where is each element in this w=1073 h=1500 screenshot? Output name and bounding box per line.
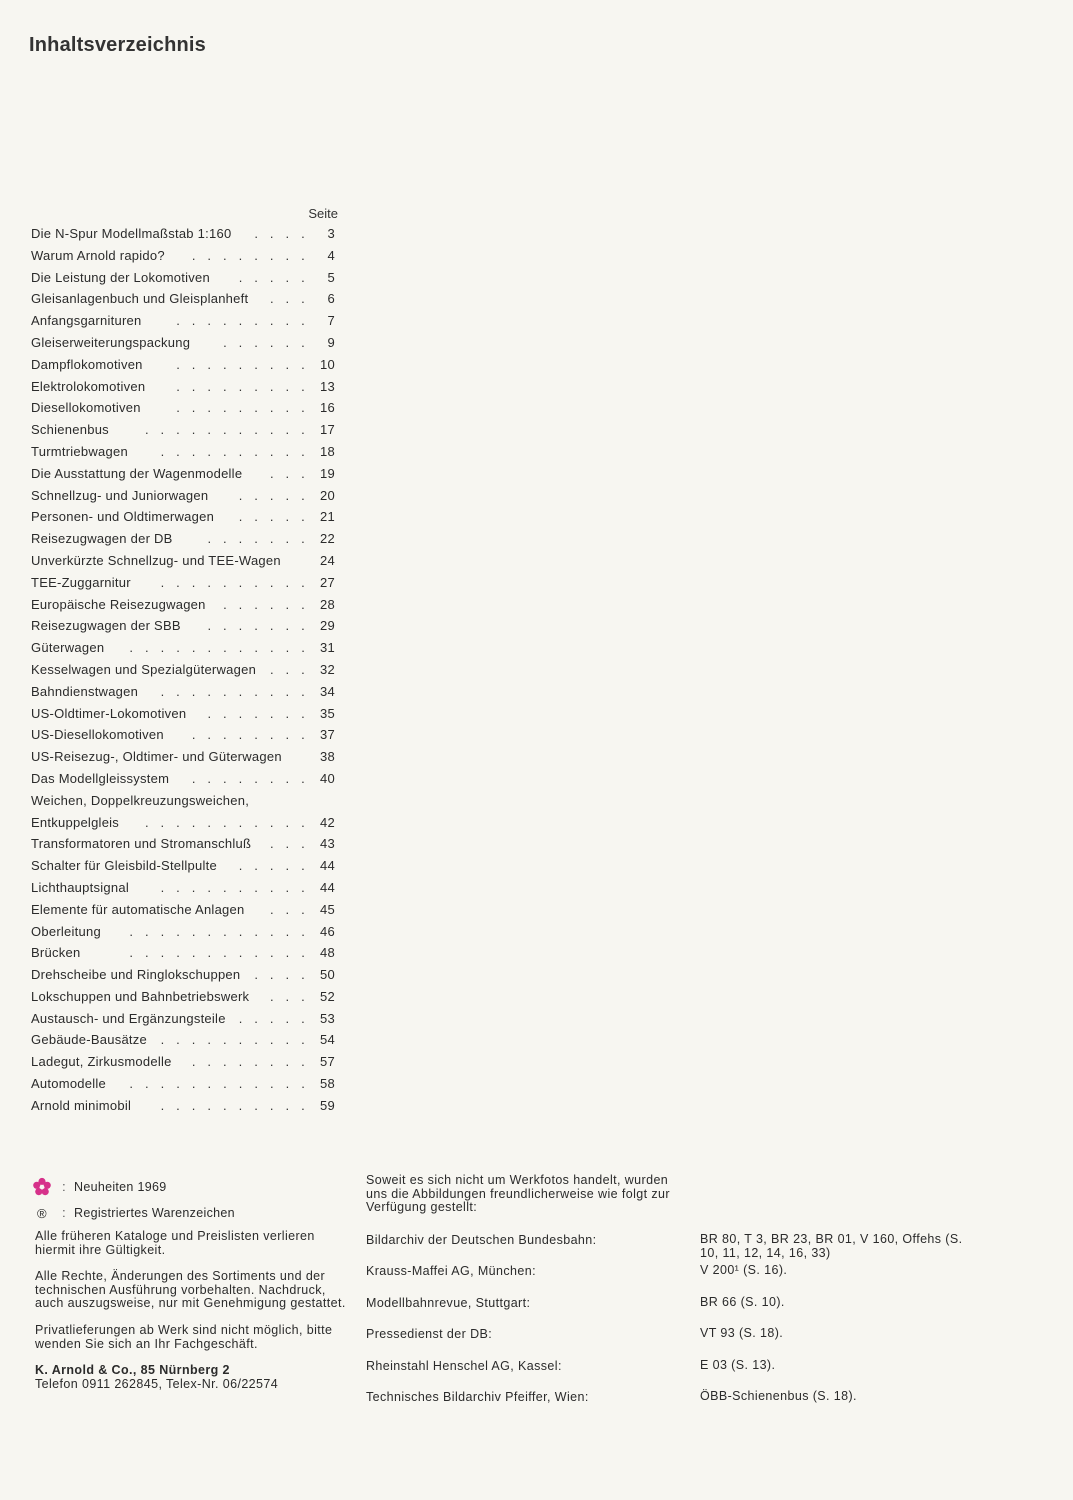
toc-entry [31,706,341,728]
toc-entry-page: 28 [320,596,335,612]
toc-entry [31,1011,341,1033]
toc-entry-title: Unverkürzte Schnellzug- und TEE-Wagen [31,552,281,568]
credit-ref: VT 93 (S. 18). [700,1326,784,1341]
toc-entry-leader: . . . . . . . [207,618,309,634]
toc-entry-leader: . . . . . . . . . . . . [129,640,309,656]
toc-entry-leader: . . . . . [238,858,309,874]
toc-entry-leader: . . . . . . . . . . [160,879,309,895]
credit-source: Rheinstahl Henschel AG, Kassel: [366,1358,562,1373]
toc-entry-page: 42 [320,814,335,830]
toc-entry-page: 43 [320,836,335,852]
toc-entry [31,379,341,401]
toc-entry-leader: . . . . . [238,487,309,503]
toc-entry [31,1054,341,1076]
note-validity: Alle früheren Kataloge und Preislisten verlieren hiermit ihre Gültigkeit. [35,1229,315,1257]
toc-entry-title: Lichthauptsignal [31,879,129,895]
toc-entry [31,248,341,270]
toc-entry-page: 20 [320,487,335,503]
toc-entry-leader: . . . . [254,226,309,241]
credit-row [366,1359,986,1390]
toc-entry-page: 13 [320,378,335,394]
credits-intro: Soweit es sich nicht um Werkfotos handelt, wurden uns die Abbildungen freundlicherweise wie folgt zur Verfügung gestellt: [366,1173,670,1215]
toc-entry-title: Gleiserweiterungspackung [31,334,191,350]
toc-entry [31,466,341,488]
toc-entry-title: Die Leistung der Lokomotiven [31,269,210,285]
toc-entry-title: Anfangsgarnituren [31,313,142,329]
toc-entry-page: 5 [327,269,335,285]
toc-entry-leader: . . . . . . . . [191,727,309,743]
toc-entry-leader: . . . . . . . . . . [160,1097,309,1113]
credit-source: Modellbahnrevue, Stuttgart: [366,1295,531,1310]
legend-reg-row [30,1200,360,1226]
credit-ref: BR 66 (S. 10). [700,1294,785,1309]
toc-entry-title: Austausch- und Ergänzungsteile [31,1010,226,1026]
toc-entry-leader: . . . . . . . . . [176,313,309,329]
toc-entry-title: Brücken [31,945,81,961]
toc-entry-leader: . . . . . . . . . . . [144,422,309,438]
toc-entry-title: Bahndienstwagen [31,683,139,699]
credit-row [366,1296,986,1327]
toc-entry-title: Reisezugwagen der SBB [31,618,181,634]
credit-ref: V 200¹ (S. 16). [700,1263,788,1278]
toc-entry [31,858,341,880]
credit-source: Technisches Bildarchiv Pfeiffer, Wien: [366,1389,589,1404]
flower-icon [30,1177,54,1197]
credit-source: Krauss-Maffei AG, München: [366,1264,536,1279]
toc-entry-title: Turmtriebwagen [31,443,128,459]
toc-entry-title: TEE-Zuggarnitur [31,574,131,590]
toc-entry [31,1098,341,1120]
toc-entry-page: 48 [320,945,335,961]
toc-entry-page: 57 [320,1054,335,1070]
credit-row [366,1233,986,1264]
toc-entry-page: 37 [320,727,335,743]
toc-entry [31,967,341,989]
toc-entry [31,509,341,531]
toc-entry-leader: . . . [269,988,309,1004]
toc-entry [31,880,341,902]
toc-entry-page: 6 [327,291,335,307]
credit-source: Bildarchiv der Deutschen Bundesbahn: [366,1233,597,1247]
toc-entry-leader: . . . . . . . [207,531,309,547]
toc-entry-title: US-Reisezug-, Oldtimer- und Güterwagen [31,749,282,765]
photo-credits [366,1233,986,1421]
toc-entry-page: 24 [320,552,335,568]
toc-entry-title: US-Diesellokomotiven [31,727,164,743]
notes [35,1230,355,1391]
toc-entry-page: 59 [320,1097,335,1113]
toc-entry-title: Arnold minimobil [31,1097,132,1113]
toc-entry-leader: . . . . . . . . . . [160,683,309,699]
toc-entry-title: Entkuppelgleis [31,814,120,830]
toc-entry-title: Schienenbus [31,422,109,438]
toc-entry [31,618,341,640]
toc-entry-leader: . . . . . . . . . . [160,574,309,590]
toc-entry-page: 19 [320,465,335,481]
toc-entry-title: Das Modellgleissystem [31,770,170,786]
toc-entry-page: 38 [320,749,335,765]
credit-source: Pressedienst der DB: [366,1327,493,1342]
toc-entry-leader: . . . . . . . . [191,1054,309,1070]
toc-entry-leader: . . . . . . . [207,705,309,721]
toc-entry-page: 7 [327,313,335,329]
toc-entry [31,400,341,422]
company-contact: Telefon 0911 262845, Telex-Nr. 06/22574 [35,1376,279,1391]
toc-entry-leader: . . . [269,836,309,852]
toc-entry-title: Die N-Spur Modellmaßstab 1:160 [31,226,232,241]
toc-entry-leader: . . . . . . . . [191,770,309,786]
toc-entry-leader: . . . . . . . . . . . . [129,945,309,961]
legend-colon: : [62,1180,66,1194]
toc-entry-title: Schalter für Gleisbild-Stellpulte [31,858,217,874]
legend-new-label: Neuheiten 1969 [74,1180,167,1194]
toc-entry [31,531,341,553]
note-delivery: Privatlieferungen ab Werk sind nicht möglich, bitte wenden Sie sich an Ihr Fachgeschäft. [35,1322,333,1351]
toc-entry-leader: . . . . . . . . . . . [144,814,309,830]
toc-entry-page: 4 [327,247,335,263]
page-title: Inhaltsverzeichnis [29,34,206,56]
toc-entry-title: Die Ausstattung der Wagenmodelle [31,465,243,481]
toc-entry [31,1076,341,1098]
toc-entry-title: Transformatoren und Stromanschluß [31,836,252,852]
toc-entry [31,684,341,706]
toc-entry-title: Elemente für automatische Anlagen [31,901,245,917]
table-of-contents [31,206,341,1120]
toc-entry-title: Gleisanlagenbuch und Gleisplanheft [31,291,249,307]
toc-entry-leader: . . . . . [238,509,309,525]
toc-entry [31,575,341,597]
toc-page-header: Seite [308,206,338,221]
toc-entry-title: Kesselwagen und Spezialgüterwagen [31,661,257,677]
toc-entry-page: 52 [320,988,335,1004]
toc-entry [31,836,341,858]
toc-entry-leader: . . . [269,661,309,677]
toc-entry-page: 10 [320,356,335,372]
toc-entry-leader: . . . . . [238,269,309,285]
toc-entry-page: 3 [327,226,335,241]
toc-entry [31,1032,341,1054]
toc-entry-leader: . . . . . . . . . . [160,443,309,459]
toc-entry-leader: . . . . . . . . . [176,400,309,416]
toc-entry [31,488,341,510]
credit-row [366,1327,986,1358]
credit-row [366,1264,986,1295]
toc-entry [31,640,341,662]
toc-entry-title: Ladegut, Zirkusmodelle [31,1054,172,1070]
toc-entry-title: Lokschuppen und Bahnbetriebswerk [31,988,250,1004]
toc-entry-title: Personen- und Oldtimerwagen [31,509,215,525]
toc-entry-page: 53 [320,1010,335,1026]
registered-icon: ® [37,1205,47,1221]
toc-entry-title: Warum Arnold rapido? [31,247,165,263]
note-rights: Alle Rechte, Änderungen des Sortiments und der technischen Ausführung vorbehalten. Nachdruck, auch auszugsweise, nur mit Genehmigung gestattet. [35,1269,346,1311]
toc-entry-leader: . . . . . . . . . . [160,1032,309,1048]
toc-entry [31,945,341,967]
toc-entry-page: 29 [320,618,335,634]
toc-entry-page: 32 [320,661,335,677]
toc-entry-title: Dampflokomotiven [31,356,143,372]
credit-ref: BR 80, T 3, BR 23, BR 01, V 160, Offehs (S. 10, 11, 12, 14, 16, 33) [700,1232,963,1260]
toc-entry-page: 17 [320,422,335,438]
toc-entry-leader: . . . . . . [223,334,309,350]
toc-entry-leader: . . . . . . . . . [176,356,309,372]
credit-ref: E 03 (S. 13). [700,1357,776,1372]
toc-entry [31,270,341,292]
toc-entry-page: 44 [320,858,335,874]
toc-entry-page: 16 [320,400,335,416]
company-name: K. Arnold & Co., 85 Nürnberg 2 [35,1363,230,1378]
toc-entry [31,662,341,684]
toc-entry-page: 58 [320,1076,335,1092]
toc-entry-title: Schnellzug- und Juniorwagen [31,487,209,503]
toc-entry [31,727,341,749]
legend [30,1174,360,1226]
toc-entry [31,313,341,335]
toc-entry-title: US-Oldtimer-Lokomotiven [31,705,187,721]
toc-entry-page: 44 [320,879,335,895]
toc-entry [31,902,341,924]
toc-entry-leader: . . . [269,901,309,917]
toc-entry-leader: . . . . . . . . [191,247,309,263]
toc-entry-page: 54 [320,1032,335,1048]
toc-entry-page: 34 [320,683,335,699]
toc-entry [31,335,341,357]
credit-ref: ÖBB-Schienenbus (S. 18). [700,1388,857,1403]
toc-entry-title: Weichen, Doppelkreuzungsweichen, [31,792,250,808]
toc-entry [31,989,341,1011]
toc-entry-leader: . . . . . [238,1010,309,1026]
toc-entry [31,291,341,313]
toc-entry [31,793,341,815]
toc-entry-leader: . . . . . . . . . [176,378,309,394]
toc-entry-page: 9 [327,334,335,350]
toc-entry-page: 31 [320,640,335,656]
toc-entry-page: 50 [320,967,335,983]
company-info [35,1364,355,1391]
legend-reg-label: Registriertes Warenzeichen [74,1206,235,1220]
toc-entry [31,924,341,946]
toc-entry-title: Reisezugwagen der DB [31,531,173,547]
toc-entry [31,357,341,379]
toc-entry-title: Europäische Reisezugwagen [31,596,206,612]
toc-entry [31,749,341,771]
toc-entry-leader: . . . [269,291,309,307]
toc-entry-title: Oberleitung [31,923,101,939]
toc-entry-page: 21 [320,509,335,525]
toc-entry-page: 35 [320,705,335,721]
credit-row [366,1390,986,1421]
toc-entry [31,226,341,248]
legend-colon: : [62,1206,66,1220]
toc-entry-title: Drehscheibe und Ringlokschuppen [31,967,241,983]
toc-entry-title: Gebäude-Bausätze [31,1032,148,1048]
toc-entry-leader: . . . . . . . . . . . . [129,1076,309,1092]
toc-entry [31,771,341,793]
toc-entry-leader: . . . [269,465,309,481]
toc-entry [31,422,341,444]
toc-entry [31,815,341,837]
toc-entry-page: 22 [320,531,335,547]
toc-entry-leader: . . . . . . [223,596,309,612]
toc-list [31,226,341,1120]
toc-entry [31,444,341,466]
toc-entry-leader: . . . . [254,967,309,983]
toc-entry-leader: . . . . . . . . . . . . [129,923,309,939]
toc-entry-title: Automodelle [31,1076,107,1092]
toc-entry-page: 40 [320,770,335,786]
toc-entry-page: 45 [320,901,335,917]
toc-entry-title: Güterwagen [31,640,105,656]
toc-entry-title: Diesellokomotiven [31,400,141,416]
toc-entry-page: 18 [320,443,335,459]
toc-entry [31,553,341,575]
legend-new-row [30,1174,360,1200]
toc-entry-page: 46 [320,923,335,939]
toc-entry-page: 27 [320,574,335,590]
toc-entry-title: Elektrolokomotiven [31,378,146,394]
toc-entry [31,597,341,619]
